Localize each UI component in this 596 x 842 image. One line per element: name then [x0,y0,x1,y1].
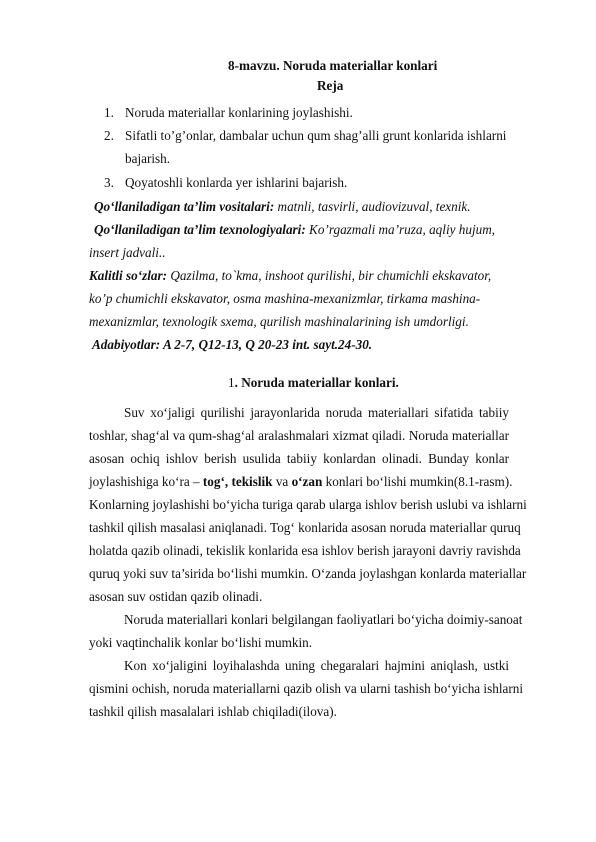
teaching-tools-label: Qo‘llaniladigan ta’lim vositalari: [94,199,275,214]
teaching-tech-label: Qo‘llaniladigan ta’lim texnologiyalari: [94,222,306,237]
teaching-tech-value: Ko’rgazmali ma’ruza, aqliy hujum, [305,222,496,237]
paragraph-line: yoki vaqtinchalik konlar bo‘lishi mumkin. [89,635,313,650]
plan-item-text: Sifatli to’g’onlar, dambalar uchun qum shag’alli grunt konlarida ishlarni [125,128,507,143]
keywords-value: Qazilma, to`kma, inshoot qurilishi, bir chumichli ekskavator, [167,268,492,283]
paragraph-line: Kon xo‘jaligini loyihalashda uning chegaralari hajmini aniqlash, ustki [124,658,509,673]
teaching-tech [94,222,495,238]
teaching-tools [94,199,471,215]
text-segment: konlari bo‘lishi mumkin(8.1-rasm). [325,474,513,489]
paragraph-line [89,474,513,490]
plan-item-number: 2. [104,128,114,143]
paragraph-line: holatda qazib olinadi, tekislik konlarida esa ishlov berish jarayoni davriy ravishda [89,543,521,558]
emphasis-text: tog‘, tekislik [202,474,273,489]
plan-item-text: bajarish. [125,151,171,166]
paragraph-line: Noruda materiallari konlari belgilangan faoliyatlari bo‘yicha doimiy-sanoat [124,612,523,627]
plan-item-number: 3. [104,175,114,190]
section-number: 1 [228,375,235,390]
paragraph-line: tashkil qilish masalalari ishlab chiqiladi(ilova). [89,704,337,719]
text-segment: joylashishiga ko‘ra – [89,474,200,489]
page-title: 8-mavzu. Noruda materiallar konlari [228,58,438,73]
paragraph-line: tashkil qilish masalasi aniqlanadi. Tog‘ konlarida asosan noruda materiallar quruq [89,520,521,535]
text-segment: va [275,474,289,489]
keywords-label: Kalitli so‘zlar: [89,268,168,283]
paragraph-line: asosan ochiq ishlov berish usulida tabiiy konlardan olinadi. Bunday konlar [89,451,509,466]
plan-item-number: 1. [104,105,114,120]
keywords-value-cont: ko’p chumichli ekskavator, osma mashina-mexanizmlar, tirkama mashina- [89,291,481,306]
section-heading [228,375,399,391]
literature: Adabiyotlar: A 2-7, Q12-13, Q 20-23 int. sayt.24-30. [92,337,373,352]
paragraph-line: Konlarning joylashishi bo‘yicha turiga qarab ularga ishlov berish uslubi va ishlarni [89,497,527,512]
keywords [89,268,491,284]
plan-item-text: Noruda materiallar konlarining joylashishi. [125,105,353,120]
emphasis-text: o‘zan [291,474,323,489]
paragraph-line: quruq yoki suv ta’sirida bo‘lishi mumkin. O‘zanda joylashgan konlarda materiallar [89,566,527,581]
paragraph-line: qismini ochish, noruda materiallarni qazib olish va ularni tashish bo‘yicha ishlarni [89,681,523,696]
plan-heading: Reja [317,78,344,93]
paragraph-line: toshlar, shag‘al va qum-shag‘al aralashmalari xizmat qiladi. Noruda materiallar [89,428,509,443]
paragraph-line: Suv xo‘jaligi qurilishi jarayonlarida noruda materiallari sifatida tabiiy [124,405,509,420]
teaching-tools-value: matnli, tasvirli, audiovizuval, texnik. [274,199,471,214]
teaching-tech-value-cont: insert jadvali.. [89,245,166,260]
plan-item-text: Qoyatoshli konlarda yer ishlarini bajarish. [125,175,348,190]
section-title: . Noruda materiallar konlari. [234,375,399,390]
paragraph-line: asosan suv ostidan qazib olinadi. [89,589,263,604]
keywords-value-cont: mexanizmlar, texnologik sxema, qurilish mashinalarining ish umdorligi. [89,314,469,329]
